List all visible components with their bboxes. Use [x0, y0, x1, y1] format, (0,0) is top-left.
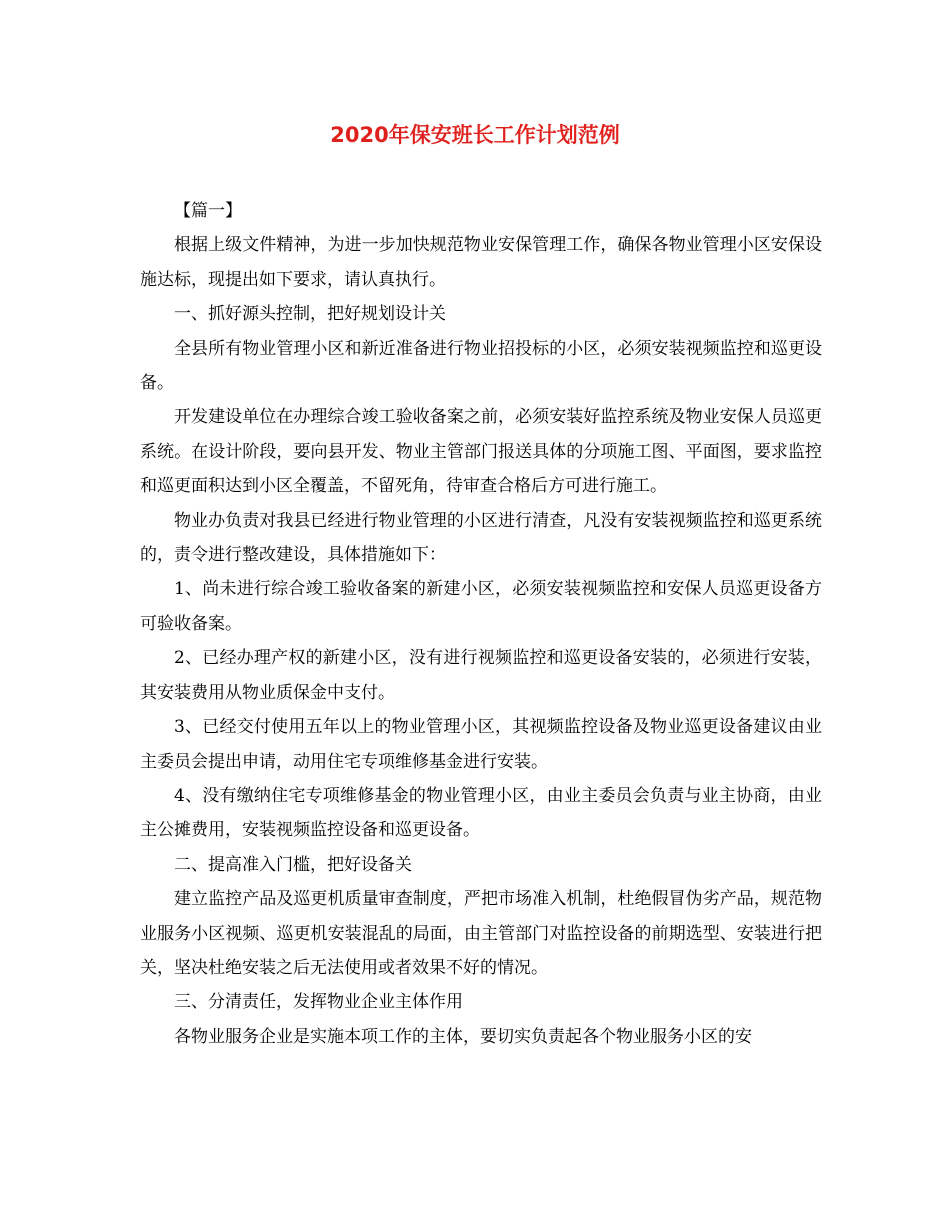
section-heading: 二、提高准入门槛，把好设备关 — [174, 854, 412, 875]
paragraph: 建立监控产品及巡更机质量审查制度，严把市场准入机制，杜绝假冒伪劣产品，规范物业服务小区视频、巡更机安装混乱的局面，由主管部门对监控设备的前期选型、安装进行把关，坚决杜绝安装之后无法使用或者效果不好的情况。 — [140, 889, 822, 978]
list-item: 2、已经办理产权的新建小区，没有进行视频监控和巡更设备安装的，必须进行安装，其安装费用从物业质保金中支付。 — [140, 648, 822, 703]
list-item: 3、已经交付使用五年以上的物业管理小区，其视频监控设备及物业巡更设备建议由业主委员会提出申请，动用住宅专项维修基金进行安装。 — [140, 717, 822, 772]
section-heading: 三、分清责任，发挥物业企业主体作用 — [174, 992, 463, 1013]
paragraph: 各物业服务企业是实施本项工作的主体，要切实负责起各个物业服务小区的安 — [174, 1026, 752, 1047]
paragraph: 根据上级文件精神，为进一步加快规范物业安保管理工作，确保各物业管理小区安保设施达标，现提出如下要求，请认真执行。 — [140, 235, 822, 290]
paragraph: 开发建设单位在办理综合竣工验收备案之前，必须安装好监控系统及物业安保人员巡更系统。在设计阶段，要向县开发、物业主管部门报送具体的分项施工图、平面图，要求监控和巡更面积达到小区全覆盖，不留死角，待审查合格后方可进行施工。 — [140, 407, 822, 497]
list-item: 4、没有缴纳住宅专项维修基金的物业管理小区，由业主委员会负责与业主协商，由业主公摊费用，安装视频监控设备和巡更设备。 — [140, 785, 822, 841]
paragraph: 物业办负责对我县已经进行物业管理的小区进行清查，凡没有安装视频监控和巡更系统的，责令进行整改建设，具体措施如下： — [140, 510, 822, 566]
document-body — [140, 194, 822, 1054]
section-heading: 一、抓好源头控制，把好规划设计关 — [174, 304, 446, 325]
section-label: 【篇一】 — [174, 201, 242, 221]
document-title: 2020年保安班长工作计划范例 — [330, 123, 620, 147]
paragraph: 全县所有物业管理小区和新近准备进行物业招投标的小区，必须安装视频监控和巡更设备。 — [140, 338, 822, 394]
list-item: 1、尚未进行综合竣工验收备案的新建小区，必须安装视频监控和安保人员巡更设备方可验收备案。 — [140, 579, 822, 634]
